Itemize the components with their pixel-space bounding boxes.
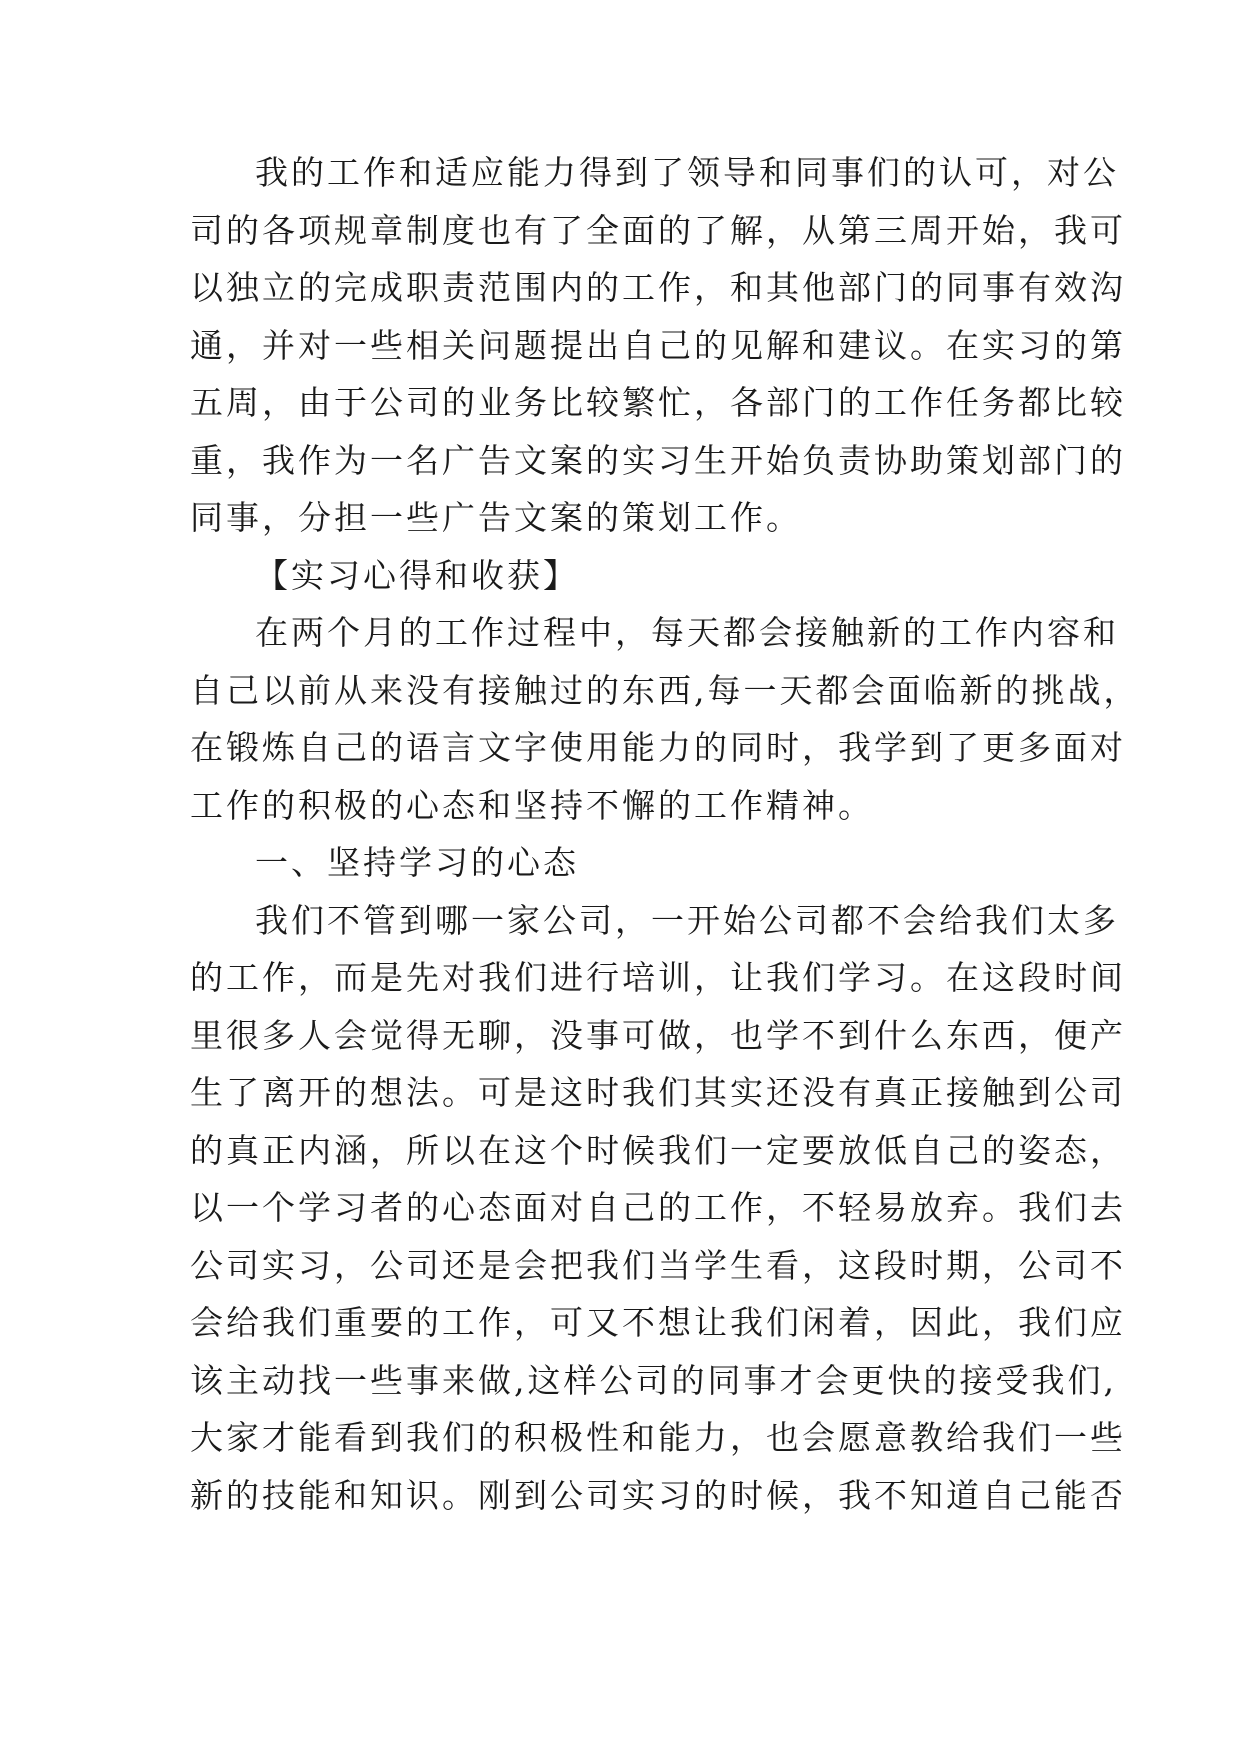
paragraph-line: 该主动找一些事来做,这样公司的同事才会更快的接受我们,	[190, 1361, 1117, 1400]
paragraph-line: 以独立的完成职责范围内的工作，和其他部门的同事有效沟	[190, 268, 1126, 307]
paragraph-line: 自己以前从来没有接触过的东西,每一天都会面临新的挑战，	[190, 671, 1140, 710]
paragraph-line: 生了离开的想法。可是这时我们其实还没有真正接触到公司	[190, 1073, 1126, 1112]
paragraph-line: 公司实习，公司还是会把我们当学生看，这段时期，公司不	[190, 1246, 1126, 1285]
paragraph-line: 同事，分担一些广告文案的策划工作。	[190, 498, 802, 537]
paragraph-line: 我们不管到哪一家公司，一开始公司都不会给我们太多	[255, 901, 1119, 940]
paragraph-line: 五周，由于公司的业务比较繁忙，各部门的工作任务都比较	[190, 383, 1126, 422]
paragraph-line: 重，我作为一名广告文案的实习生开始负责协助策划部门的	[190, 441, 1126, 480]
paragraph-line: 工作的积极的心态和坚持不懈的工作精神。	[190, 786, 874, 825]
subsection-heading: 一、坚持学习的心态	[255, 843, 579, 882]
paragraph-line: 通，并对一些相关问题提出自己的见解和建议。在实习的第	[190, 326, 1126, 365]
paragraph-line: 在两个月的工作过程中，每天都会接触新的工作内容和	[255, 613, 1119, 652]
paragraph-line: 在锻炼自己的语言文字使用能力的同时，我学到了更多面对	[190, 728, 1126, 767]
paragraph-line: 的真正内涵，所以在这个时候我们一定要放低自己的姿态，	[190, 1131, 1126, 1170]
paragraph-line: 里很多人会觉得无聊，没事可做，也学不到什么东西，便产	[190, 1016, 1126, 1055]
section-heading: 【实习心得和收获】	[255, 556, 579, 595]
paragraph-line: 以一个学习者的心态面对自己的工作，不轻易放弃。我们去	[190, 1188, 1126, 1227]
paragraph-line: 的工作，而是先对我们进行培训，让我们学习。在这段时间	[190, 958, 1126, 997]
paragraph-line: 大家才能看到我们的积极性和能力，也会愿意教给我们一些	[190, 1418, 1126, 1457]
paragraph-line: 新的技能和知识。刚到公司实习的时候，我不知道自己能否	[190, 1476, 1126, 1515]
paragraph-line: 会给我们重要的工作，可又不想让我们闲着，因此，我们应	[190, 1303, 1126, 1342]
paragraph-line: 司的各项规章制度也有了全面的了解，从第三周开始，我可	[190, 211, 1126, 250]
paragraph-line: 我的工作和适应能力得到了领导和同事们的认可，对公	[255, 153, 1119, 192]
